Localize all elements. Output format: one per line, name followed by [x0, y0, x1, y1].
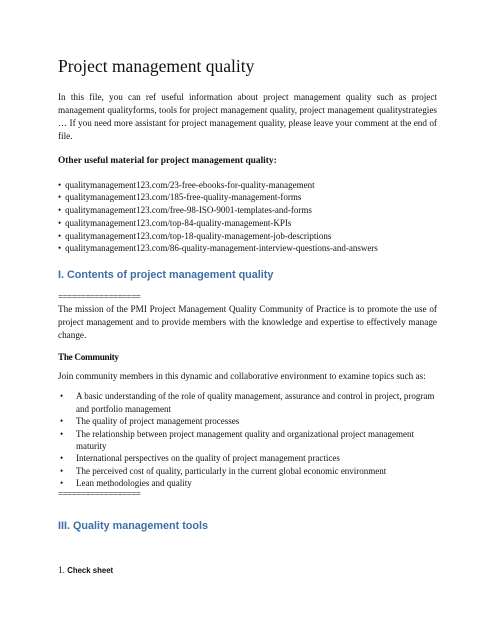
resource-link[interactable]: • qualitymanagement123.com/23-free-ebooks-for-quality-management — [58, 179, 437, 192]
topic-item: • The relationship between project management quality and organizational project management maturity — [58, 428, 437, 453]
resource-link-list — [58, 179, 437, 256]
resource-link[interactable]: • qualitymanagement123.com/top-18-quality-management-job-descriptions — [58, 230, 437, 243]
intro-paragraph: In this file, you can ref useful information about project management quality such as project management qualityforms, tools for project management quality, project management qualitystrategies … If you need more assistant for project management quality, please leave your comment at the end of file. — [58, 92, 437, 142]
topic-item: • International perspectives on the quality of project management practices — [58, 452, 437, 464]
tool-item-check-sheet — [58, 564, 437, 577]
topic-item: • The perceived cost of quality, particularly in the current global economic environment — [58, 465, 437, 477]
topic-item: • Lean methodologies and quality — [58, 477, 437, 489]
topic-list — [58, 390, 437, 489]
tool-item-label: Check sheet — [67, 565, 114, 575]
separator-bottom: ================== — [58, 488, 141, 499]
resource-link[interactable]: • qualitymanagement123.com/top-84-quality-management-KPIs — [58, 217, 437, 230]
topic-item: • The quality of project management processes — [58, 415, 437, 427]
resource-link[interactable]: • qualitymanagement123.com/86-quality-management-interview-questions-and-answers — [58, 242, 437, 255]
other-material-heading: Other useful material for project management quality: — [58, 156, 277, 167]
community-intro: Join community members in this dynamic and collaborative environment to examine topics such as: — [58, 371, 426, 382]
topic-item: • A basic understanding of the role of quality management, assurance and control in project, program and portfolio management — [58, 390, 437, 415]
section-heading-contents: I. Contents of project management quality — [58, 269, 274, 282]
mission-paragraph: The mission of the PMI Project Management Quality Community of Practice is to promote the use of project management and to provide members with the knowledge and expertise to effectively manage change. — [58, 304, 437, 341]
tool-item-number: 1. — [58, 564, 65, 575]
resource-link[interactable]: • qualitymanagement123.com/free-98-ISO-9001-templates-and-forms — [58, 204, 437, 217]
resource-link[interactable]: • qualitymanagement123.com/185-free-quality-management-forms — [58, 191, 437, 204]
community-heading: The Community — [58, 352, 119, 363]
page-title: Project management quality — [58, 56, 255, 76]
section-heading-tools: III. Quality management tools — [58, 519, 208, 532]
separator-top: ================== — [58, 292, 141, 303]
